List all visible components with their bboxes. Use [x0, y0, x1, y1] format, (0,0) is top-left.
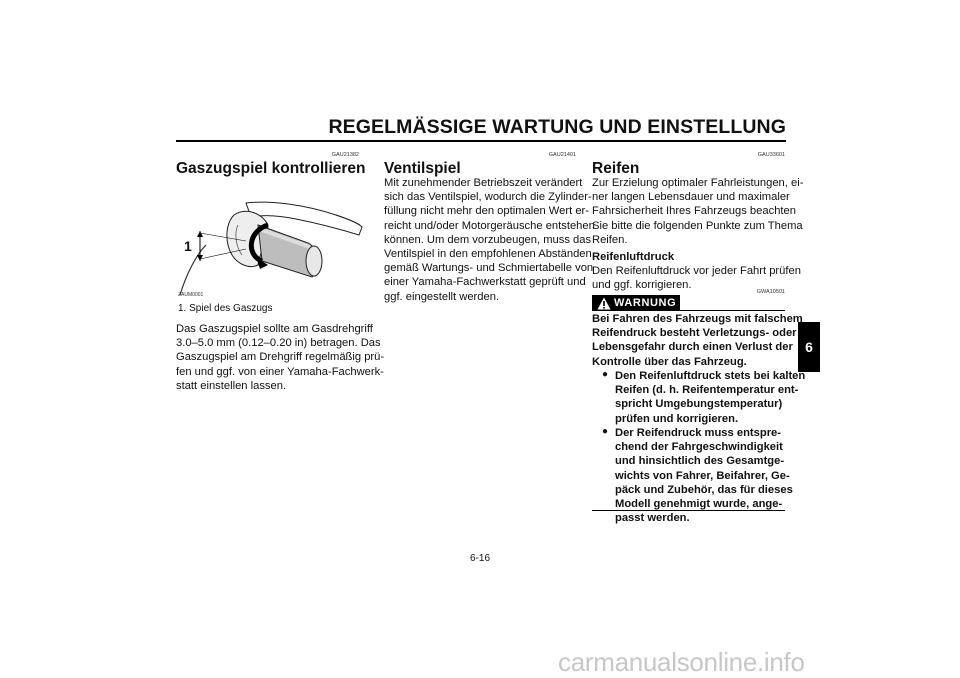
text-line: Bei Fahren des Fahrzeugs mit falschem: [592, 313, 803, 325]
warning-bullet-item: [592, 369, 806, 429]
text-line: spricht Umgebungstemperatur): [615, 398, 783, 411]
warning-badge: [592, 295, 680, 311]
bullet-dot-icon: ●: [602, 426, 609, 437]
section-heading-valve: Ventilspiel: [384, 160, 461, 177]
text-line: Der Reifendruck muss entspre-: [615, 427, 781, 439]
text-line: wichts von Fahrer, Beifahrer, Ge-: [615, 469, 790, 482]
warning-bullet-text: [615, 369, 805, 426]
text-line: sich das Ventilspiel, wodurch die Zylinder-: [384, 191, 592, 204]
bullet-dot-icon: ●: [602, 369, 609, 380]
section-code: GAU21382: [331, 152, 359, 158]
text-line: Zur Erzielung optimaler Fahrleistungen, ei-: [592, 177, 804, 189]
watermark-text: carmanualsonline.info: [558, 647, 805, 677]
text-line: prüfen und korrigieren.: [615, 412, 739, 425]
warning-label: WARNUNG: [614, 297, 677, 309]
warning-header: [592, 295, 785, 311]
text-line: Fahrsicherheit Ihres Fahrzeugs beachten: [592, 205, 796, 218]
section-body-tires: [592, 176, 803, 247]
text-line: ggf. eingestellt werden.: [384, 290, 500, 303]
text-line: Kontrolle über das Fahrzeug.: [592, 355, 747, 368]
figure-code: ZAUM0001: [178, 292, 204, 298]
figure-callout-label: 1: [184, 238, 192, 254]
section-body-valve: [384, 176, 595, 304]
text-line: Reifen.: [592, 233, 628, 246]
text-line: ner langen Lebensdauer und maximaler: [592, 191, 790, 204]
text-line: passt werden.: [615, 512, 690, 525]
text-line: Sie bitte die folgenden Punkte zum Thema: [592, 219, 803, 232]
section-heading-tires: Reifen: [592, 160, 640, 177]
text-line: und ggf. korrigieren.: [592, 279, 692, 292]
chapter-tab-number: 6: [805, 339, 813, 355]
text-line: Ventilspiel in den empfohlenen Abständen: [384, 248, 592, 261]
figure-caption: 1. Spiel des Gaszugs: [178, 303, 273, 314]
text-line: Reifen (d. h. Reifentemperatur ent-: [615, 384, 799, 397]
text-line: Das Gaszugspiel sollte am Gasdrehgriff: [176, 323, 373, 335]
text-line: füllung nicht mehr den optimalen Wert er-: [384, 205, 589, 218]
page-header-title: REGELMÄSSIGE WARTUNG UND EINSTELLUNG: [328, 116, 786, 138]
text-line: chend der Fahrgeschwindigkeit: [615, 441, 783, 454]
warning-bullet-item: [592, 426, 793, 526]
section-code: GAU33601: [757, 152, 785, 158]
section-heading-throttle: Gaszugspiel kontrollieren: [176, 160, 366, 177]
page-number: 6-16: [469, 553, 490, 564]
text-line: Modell genehmigt wurde, ange-: [615, 498, 783, 511]
text-line: fen und ggf. von einer Yamaha-Fachwerk-: [176, 365, 384, 378]
section-code: GAU21401: [548, 152, 576, 158]
warning-header-rule: [680, 310, 785, 311]
warning-intro: [592, 312, 803, 369]
text-line: Lebensgefahr durch einen Verlust der: [592, 341, 793, 354]
text-line: Den Reifenluftdruck stets bei kalten: [615, 370, 806, 382]
warning-bottom-rule: [592, 510, 785, 511]
subheading-tire-pressure: Reifenluftdruck: [592, 251, 675, 263]
text-line: einer Yamaha-Fachwerkstatt geprüft und: [384, 276, 586, 289]
text-line: Den Reifenluftdruck vor jeder Fahrt prüfen: [592, 265, 801, 277]
text-line: und hinsichtlich des Gesamtge-: [615, 455, 785, 468]
warning-code: GWA10501: [756, 289, 785, 295]
text-line: gemäß Wartungs- und Schmiertabelle von: [384, 262, 594, 275]
text-line: reicht und/oder Motorgeräusche entstehen: [384, 219, 595, 232]
text-line: Gaszugspiel am Drehgriff regelmäßig prü-: [176, 351, 385, 364]
text-line: Reifendruck besteht Verletzungs- oder: [592, 327, 797, 340]
warning-triangle-icon: [597, 297, 611, 310]
text-line: können. Um dem vorzubeugen, muss das: [384, 233, 592, 246]
header-rule: [176, 140, 786, 142]
section-body-throttle: [176, 322, 384, 393]
text-line: päck und Zubehör, das für dieses: [615, 483, 793, 496]
text-line: Mit zunehmender Betriebszeit verändert: [384, 177, 583, 189]
text-line: statt einstellen lassen.: [176, 379, 287, 392]
throttle-grip-illustration: [176, 185, 366, 305]
text-line: 3.0–5.0 mm (0.12–0.20 in) betragen. Das: [176, 337, 381, 350]
